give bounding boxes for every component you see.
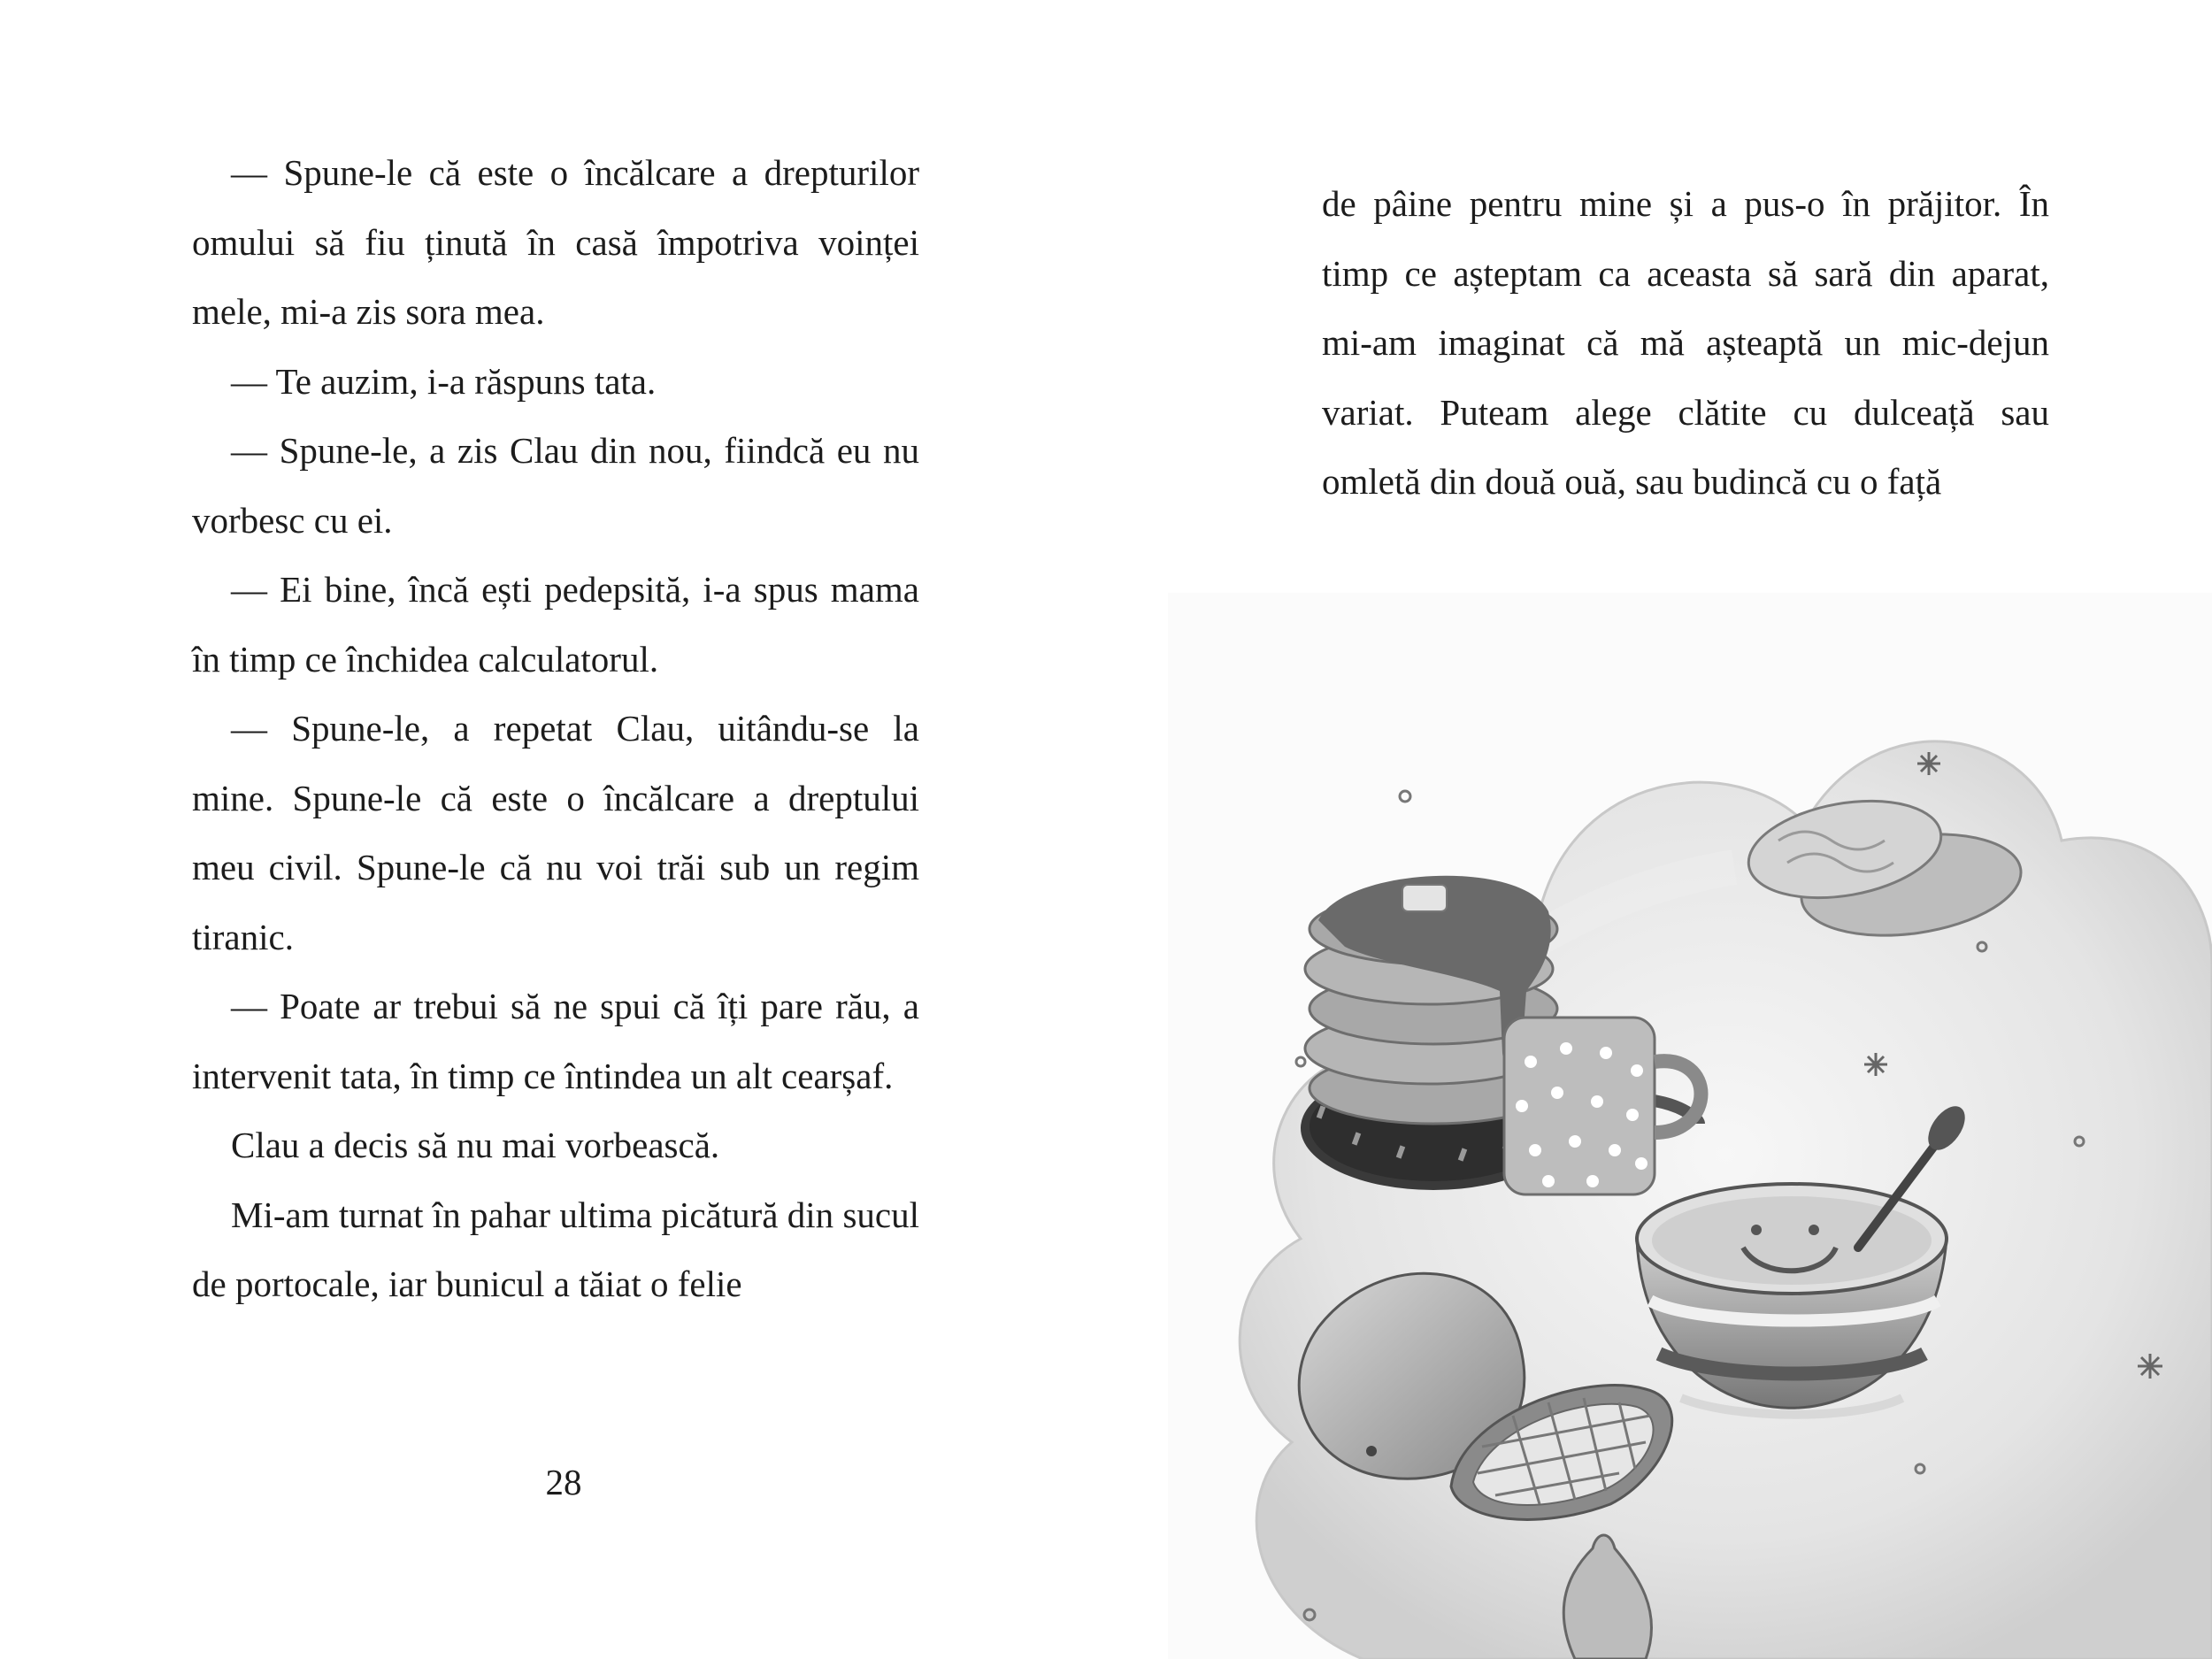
right-page	[1106, 0, 2212, 1659]
breakfast-illustration	[1168, 593, 2212, 1659]
paragraph: — Te auzim, i-a răspuns tata.	[231, 360, 657, 402]
paragraph: de pâine pentru mine și a pus-o în prăjitor. În timp ce așteptam ca aceasta să sară din aparat, mi-am imaginat că mă așteaptă un mic-dejun variat. Puteam alege clătite cu dulceață sau omletă din două ouă, sau budincă cu o față	[1322, 183, 2049, 502]
left-page-text	[192, 138, 919, 1319]
paragraph: — Poate ar trebui să ne spui că îți pare rău, a intervenit tata, în timp ce întindea un alt cearșaf.	[192, 986, 919, 1096]
paragraph: — Ei bine, încă ești pedepsită, i-a spus mama în timp ce închidea calculatorul.	[192, 569, 919, 680]
page-number: 28	[545, 1462, 582, 1502]
paragraph: Clau a decis să nu mai vorbească.	[231, 1125, 720, 1165]
paragraph: — Spune-le, a zis Clau din nou, fiindcă eu nu vorbesc cu ei.	[192, 430, 919, 541]
paragraph: — Spune-le că este o încălcare a drepturilor omului să fiu ținută în casă împotriva voinței mele, mi-a zis sora mea.	[192, 152, 919, 332]
paragraph: — Spune-le, a repetat Clau, uitându-se la mine. Spune-le că este o încălcare a dreptului meu civil. Spune-le că nu voi trăi sub un regim tiranic.	[192, 708, 919, 957]
right-page-text	[1322, 169, 2049, 517]
paragraph: Mi-am turnat în pahar ultima picătură din sucul de portocale, iar bunicul a tăiat o felie	[192, 1194, 919, 1304]
